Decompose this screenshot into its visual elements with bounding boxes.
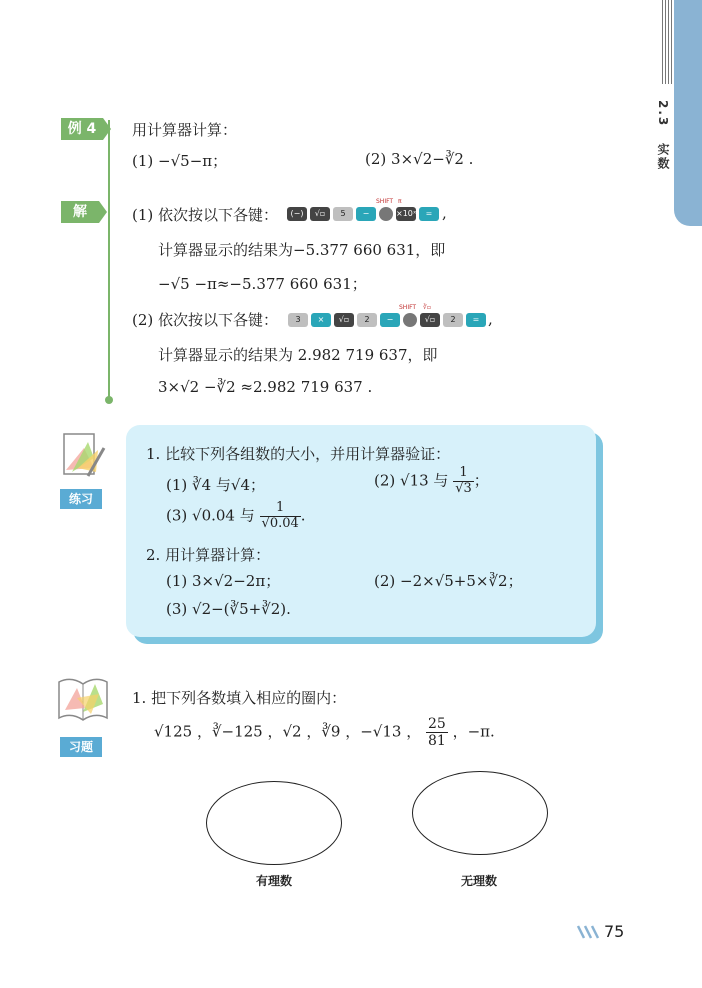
solution-step-1: (1) 依次按以下各键： <box>132 206 279 224</box>
example-item-1 <box>132 150 227 171</box>
solution-result-2: 计算器显示的结果为 2.982 719 637，即 <box>158 346 438 364</box>
calculator-key: 2 <box>357 313 377 327</box>
solution-rule <box>108 120 110 400</box>
solution-expression-1: −√5 −π≈−5.377 660 631； <box>158 275 367 293</box>
exercise-book-icon <box>55 668 111 726</box>
calculator-key: 5 <box>333 207 353 221</box>
exercise-q1: 1. 把下列各数填入相应的圈内： <box>132 689 347 707</box>
item-end: . <box>300 506 306 525</box>
number-list: √125 ，∛−125 ，√2 ，∛9 ，−√13 ， <box>154 722 422 741</box>
denominator: √3 <box>455 480 472 496</box>
item-text: (2) √13 与 <box>374 471 449 490</box>
practice-q2-c: (3) √2−(∛5+∛2). <box>166 600 291 618</box>
item-expression: 3×√2−∛2 . <box>391 150 474 168</box>
calculator-keys-2 <box>288 313 486 327</box>
calculator-key <box>403 313 417 327</box>
comma: , <box>442 204 447 222</box>
calculator-key: − <box>356 207 376 221</box>
denominator: 81 <box>427 733 446 750</box>
solution-expression-2: 3×√2 −∛2 ≈2.982 719 637 . <box>158 378 373 396</box>
cube-root-label: ∛▫ <box>423 304 431 311</box>
page-slashes-icon <box>576 924 602 940</box>
fraction <box>260 501 301 532</box>
solution-badge: 解 <box>61 201 99 223</box>
item-label: (1) <box>132 152 154 170</box>
numerator: 25 <box>427 716 446 732</box>
rational-oval <box>206 781 342 865</box>
solution-rule-end <box>105 396 113 404</box>
calculator-key: 2 <box>443 313 463 327</box>
practice-label: 练习 <box>60 489 102 509</box>
irrational-oval <box>412 771 548 855</box>
section-title: 实数 <box>656 143 670 172</box>
shift-label: SHIFT <box>399 304 417 311</box>
calculator-key: − <box>380 313 400 327</box>
number-list-end: ，−π. <box>452 722 495 741</box>
comma: , <box>488 310 493 328</box>
practice-q1-a: (1) ∛4 与√4； <box>166 476 265 494</box>
calculator-key: = <box>466 313 486 327</box>
solution-step-2: (2) 依次按以下各键： <box>132 311 279 329</box>
practice-q2: 2. 用计算器计算： <box>146 546 271 564</box>
item-expression: −√5−π； <box>158 152 228 170</box>
calculator-key: √▫ <box>310 207 330 221</box>
practice-q2-a: (1) 3×√2−2π； <box>166 572 281 590</box>
example-badge: 例 4 <box>61 118 103 140</box>
denominator: √0.04 <box>261 515 299 531</box>
numerator: 1 <box>260 501 301 517</box>
practice-q1-c <box>166 501 306 532</box>
fraction <box>453 466 474 497</box>
page-number: 75 <box>604 922 625 941</box>
example-item-2 <box>365 150 473 168</box>
item-text: (3) √0.04 与 <box>166 506 255 525</box>
irrational-caption: 无理数 <box>461 874 498 888</box>
calculator-key: √▫ <box>334 313 354 327</box>
practice-q1-b <box>374 466 489 497</box>
shift-label: SHIFT <box>376 198 394 205</box>
calculator-key <box>379 207 393 221</box>
pi-label: π <box>398 198 402 205</box>
practice-q1: 1. 比较下列各组数的大小，并用计算器验证： <box>146 445 451 463</box>
exercise-numbers <box>154 716 495 749</box>
calculator-key: √▫ <box>420 313 440 327</box>
calculator-key: × <box>311 313 331 327</box>
fraction-25-81 <box>426 716 448 749</box>
practice-book-icon <box>58 428 108 483</box>
rational-caption: 有理数 <box>256 874 293 888</box>
numerator: 1 <box>453 466 474 482</box>
section-number: 2.3 <box>656 100 670 128</box>
calculator-key: ×10ˣ <box>396 207 416 221</box>
calculator-keys-1 <box>287 207 439 221</box>
decorative-lines <box>660 0 674 84</box>
item-end: ； <box>473 471 489 490</box>
solution-result-1: 计算器显示的结果为−5.377 660 631，即 <box>158 241 446 259</box>
calculator-key: 3 <box>288 313 308 327</box>
practice-q2-b: (2) −2×√5+5×∛2； <box>374 572 523 590</box>
item-label: (2) <box>365 150 387 168</box>
exercise-label: 习题 <box>60 737 102 757</box>
example-prompt: 用计算器计算： <box>132 121 238 139</box>
calculator-key: = <box>419 207 439 221</box>
chapter-tab <box>674 0 702 226</box>
section-label <box>652 100 672 171</box>
calculator-key: (−) <box>287 207 307 221</box>
